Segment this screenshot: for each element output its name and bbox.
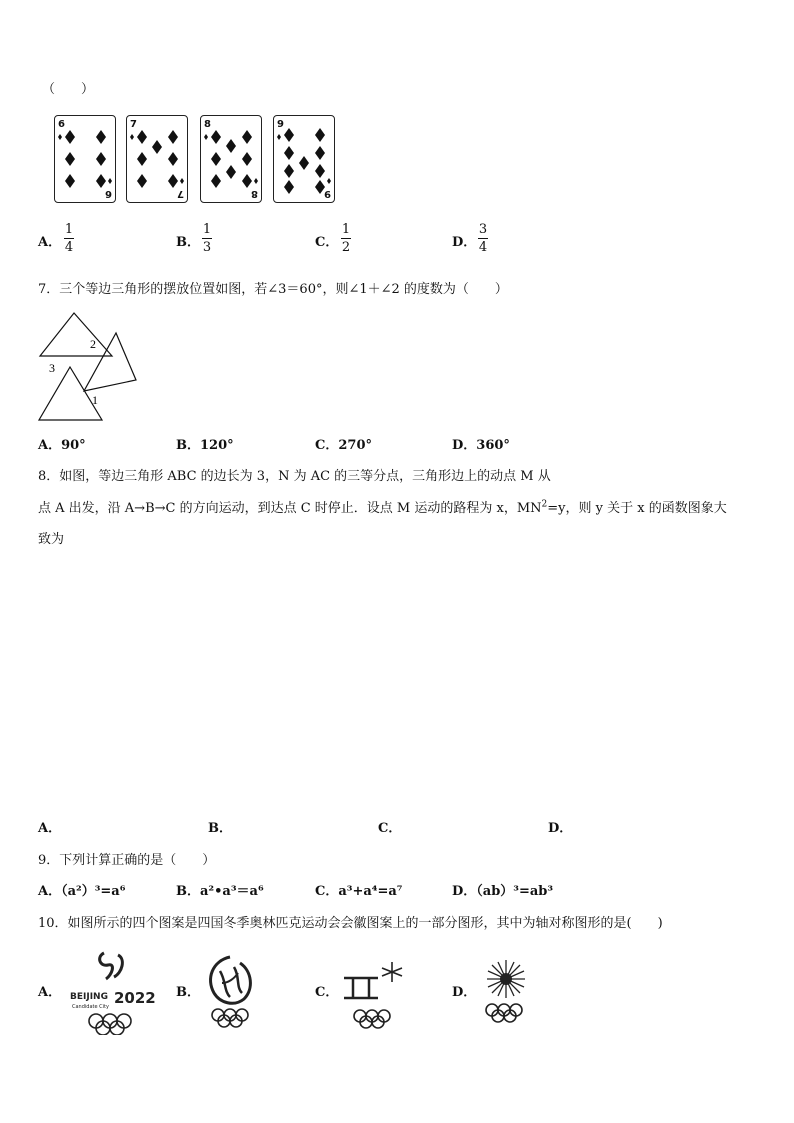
logo-text-beijing: BEIJING (70, 992, 108, 1002)
q6-option-b-fraction[interactable] (202, 222, 212, 255)
q6-option-b-letter[interactable]: B． (176, 235, 200, 250)
card-rank: 8 (204, 119, 211, 130)
card-six (54, 115, 116, 203)
q7-option-b[interactable]: B．120° (176, 438, 234, 453)
q9-option-c[interactable]: C．a³+a⁴=a⁷ (315, 884, 403, 899)
card-rank-bottom: 8 (251, 188, 258, 199)
q10-option-a-letter[interactable]: A． (38, 985, 62, 1000)
diamond-icon (204, 130, 258, 188)
diamond-icon (130, 130, 184, 188)
numerator: 1 (202, 222, 212, 237)
q6-option-a-letter[interactable]: A． (38, 235, 62, 250)
q9-question-text: 9．下列计算正确的是（ ） (38, 853, 216, 868)
card-pips (127, 116, 187, 202)
star-icon (382, 962, 402, 982)
logo-text-candidate: Candidate City (72, 1004, 109, 1010)
q8-option-a[interactable]: A． (38, 821, 62, 836)
q10-option-b-letter[interactable]: B． (176, 985, 200, 1000)
card-pips (55, 116, 115, 202)
q10-question-text: 10．如图所示的四个图案是四国冬季奥林匹克运动会会徽图案上的一部分图形，其中为轴对称图形的是( ) (38, 916, 663, 931)
q6-option-a-fraction[interactable] (64, 222, 74, 255)
card-rank: 7 (130, 119, 137, 130)
olympic-rings-icon (486, 1004, 522, 1022)
logo-text-2022: 2022 (114, 989, 156, 1007)
q10-option-c-letter[interactable]: C． (315, 985, 339, 1000)
card-pips (274, 116, 334, 202)
denominator: 4 (64, 240, 74, 255)
triangle-top (40, 313, 112, 356)
diamond-icon (277, 128, 331, 194)
q8-option-b[interactable]: B． (208, 821, 232, 836)
winter-emblem-d-icon[interactable] (478, 958, 534, 1028)
q9-option-d[interactable]: D．（ab）³=ab³ (452, 884, 554, 899)
numerator: 1 (64, 222, 74, 237)
card-rank: 9 (277, 119, 284, 130)
numerator: 1 (341, 222, 351, 237)
q6-option-c-fraction[interactable] (341, 222, 351, 255)
superscript: 2 (541, 499, 548, 510)
winter-emblem-b-icon[interactable] (200, 953, 260, 1031)
card-rank: 6 (58, 119, 65, 130)
card-pips (201, 116, 261, 202)
q8-question-line-1: 8．如图，等边三角形 ABC 的边长为 3，N 为 AC 的三等分点，三角形边上的动点 M 从 (38, 469, 551, 484)
olympic-rings-icon (212, 1009, 248, 1027)
q7-option-d[interactable]: D．360° (452, 438, 510, 453)
denominator: 4 (478, 240, 488, 255)
numerator: 3 (478, 222, 488, 237)
card-rank-bottom: 6 (105, 188, 112, 199)
card-nine (273, 115, 335, 203)
q6-option-d-letter[interactable]: D． (452, 235, 477, 250)
q9-option-a[interactable]: A．（a²）³=a⁶ (38, 884, 126, 899)
winter-emblem-c-icon[interactable] (340, 960, 410, 1032)
denominator: 3 (202, 240, 212, 255)
q6-option-d-fraction[interactable] (478, 222, 488, 255)
q7-option-a[interactable]: A．90° (38, 438, 86, 453)
q6-answer-paren: （ ） (42, 82, 95, 97)
angle-label-1: 1 (92, 393, 98, 407)
diamond-icon (58, 130, 112, 188)
q6-option-c-letter[interactable]: C． (315, 235, 339, 250)
q8-question-line-3: 致为 (38, 532, 65, 547)
q8-option-c[interactable]: C． (378, 821, 402, 836)
angle-label-3: 3 (49, 361, 55, 375)
olympic-rings-icon (89, 1014, 131, 1035)
angle-label-2: 2 (90, 337, 96, 351)
denominator: 2 (341, 240, 351, 255)
q7-option-c[interactable]: C．270° (315, 438, 372, 453)
q10-option-d-letter[interactable]: D． (452, 985, 477, 1000)
q9-option-b[interactable]: B．a²•a³＝a⁶ (176, 884, 264, 899)
card-rank-bottom: 9 (324, 188, 331, 199)
card-seven (126, 115, 188, 203)
q8-option-d[interactable]: D． (548, 821, 573, 836)
triangles-figure (36, 310, 140, 422)
card-eight (200, 115, 262, 203)
beijing-2022-emblem-icon[interactable] (66, 947, 158, 1035)
card-rank-bottom: 7 (177, 188, 184, 199)
olympic-rings-icon (354, 1010, 390, 1028)
q8-question-line-2: 点 A 出发，沿 A→B→C 的方向运动，到达点 C 时停止．设点 M 运动的路程为 x，$MN^2=y$，则 y 关于 x 的函数图象大 (38, 499, 727, 516)
q7-question-text: 7．三个等边三角形的摆放位置如图，若∠3＝60°，则∠1＋∠2 的度数为（ ） (38, 282, 508, 297)
